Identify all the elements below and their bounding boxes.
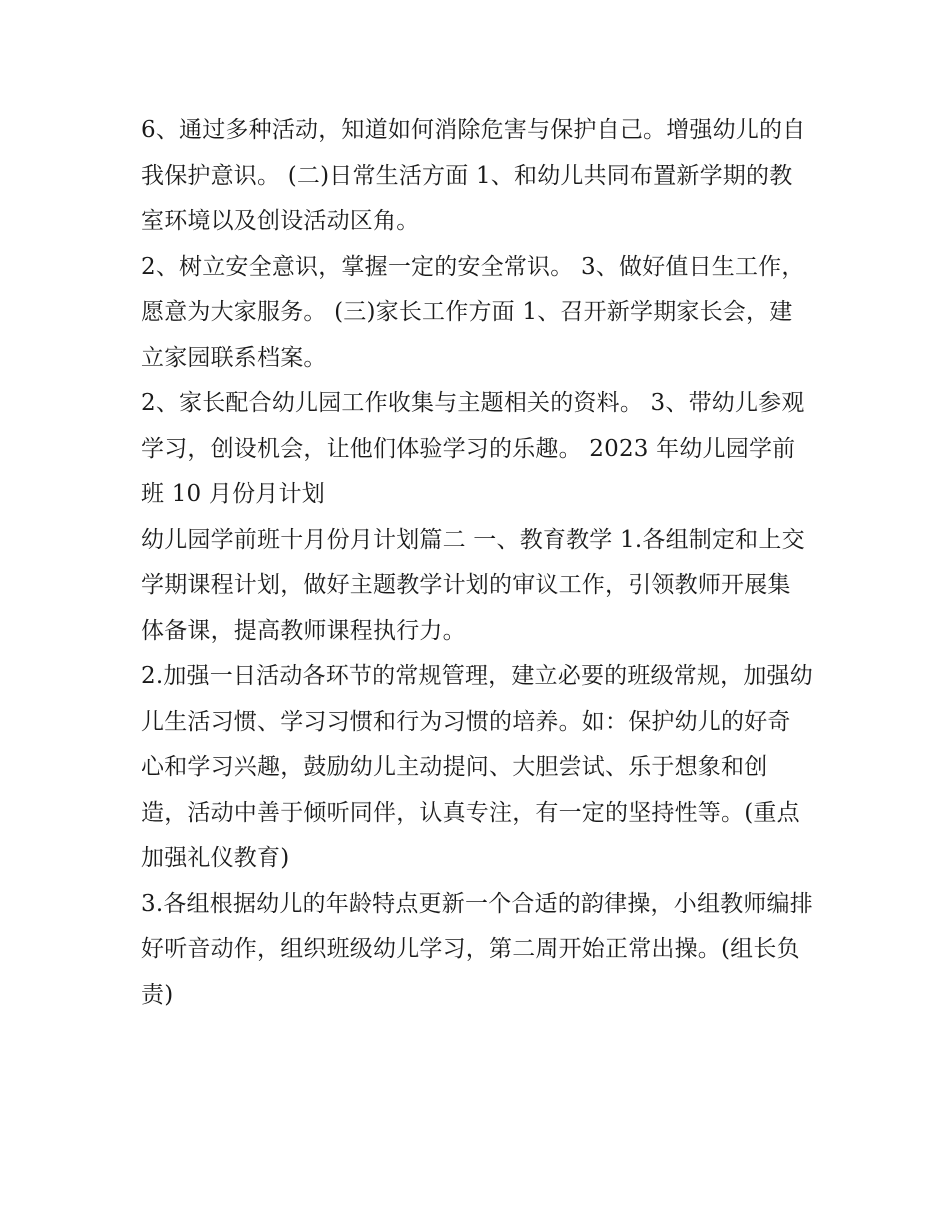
paragraph-plan-part-two: 幼儿园学前班十月份月计划篇二 一、教育教学 1.各组制定和上交学期课程计划，做好主题教学计划的审议工作，引领教师开展集体备课，提高教师课程执行力。 — [141, 526, 805, 644]
paragraph-parent-materials: 2、家长配合幼儿园工作收集与主题相关的资料。 3、带幼儿参观学习，创设机会，让他们体验学习的乐趣。 2023 年幼儿园学前班 10 月份月计划 — [141, 390, 805, 507]
paragraph-safety-daily-life: 6、通过多种活动，知道如何消除危害与保护自己。增强幼儿的自我保护意识。 (二)日常生活方面 1、和幼儿共同布置新学期的教室环境以及创设活动区角。 — [141, 117, 806, 234]
paragraph-safety-parents: 2、树立安全意识，掌握一定的安全常识。 3、做好值日生工作，愿意为大家服务。 (三)家长工作方面 1、召开新学期家长会，建立家园联系档案。 — [141, 253, 805, 371]
paragraph-routine-management: 2.加强一日活动各环节的常规管理，建立必要的班级常规，加强幼儿生活习惯、学习习惯和行为习惯的培养。如：保护幼儿的好奇心和学习兴趣，鼓励幼儿主动提问、大胆尝试、乐于想象和创造，活动中善于倾听同伴，认真专注，有一定的坚持性等。(重点加强礼仪教育) — [141, 663, 813, 871]
paragraph-rhythm-exercise: 3.各组根据幼儿的年龄特点更新一个合适的韵律操，小组教师编排好听音动作，组织班级幼儿学习，第二周开始正常出操。(组长负责) — [141, 890, 813, 1008]
document-body — [141, 108, 813, 1018]
